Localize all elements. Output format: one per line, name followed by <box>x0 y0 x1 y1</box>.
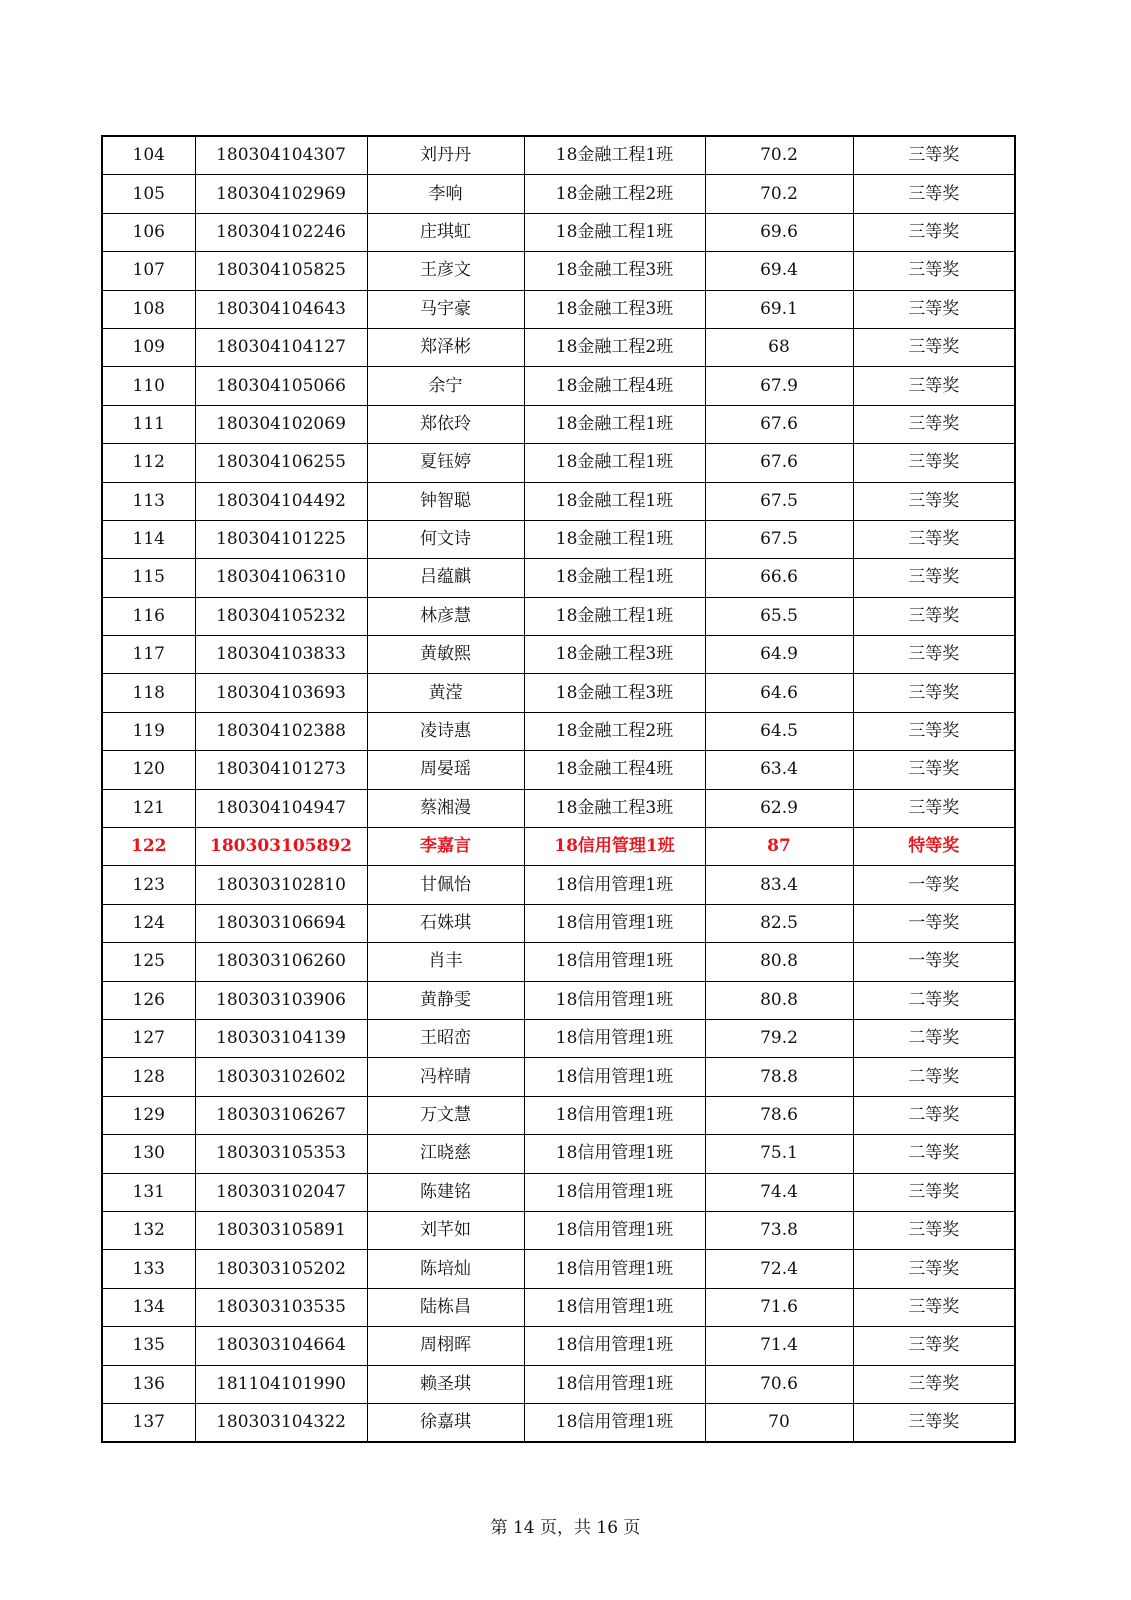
score-cell: 78.8 <box>705 1058 853 1096</box>
table-row-highlighted <box>102 828 1015 866</box>
student-name-cell: 黄敏熙 <box>367 636 524 674</box>
row-number-cell: 106 <box>102 213 195 251</box>
class-name-cell: 18金融工程4班 <box>524 367 705 405</box>
student-id-cell: 180303106694 <box>195 904 367 942</box>
class-name-cell: 18金融工程3班 <box>524 290 705 328</box>
class-name-cell: 18信用管理1班 <box>524 904 705 942</box>
student-id-cell: 180303104139 <box>195 1019 367 1057</box>
student-name-cell: 冯梓晴 <box>367 1058 524 1096</box>
score-cell: 64.9 <box>705 636 853 674</box>
student-id-cell: 180303102047 <box>195 1173 367 1211</box>
row-number-cell: 110 <box>102 367 195 405</box>
row-number-cell: 130 <box>102 1135 195 1173</box>
award-cell: 三等奖 <box>853 252 1015 290</box>
student-id-cell: 180304102246 <box>195 213 367 251</box>
student-id-cell: 180304104307 <box>195 136 367 175</box>
score-cell: 72.4 <box>705 1250 853 1288</box>
student-name-cell: 万文慧 <box>367 1096 524 1134</box>
score-cell: 70.2 <box>705 136 853 175</box>
table-row <box>102 136 1015 175</box>
score-cell: 79.2 <box>705 1019 853 1057</box>
award-cell: 三等奖 <box>853 136 1015 175</box>
table-row <box>102 290 1015 328</box>
class-name-cell: 18信用管理1班 <box>524 1211 705 1249</box>
student-id-cell: 180304104947 <box>195 789 367 827</box>
class-name-cell: 18金融工程1班 <box>524 559 705 597</box>
student-id-cell: 180303105353 <box>195 1135 367 1173</box>
class-name-cell: 18信用管理1班 <box>524 1365 705 1403</box>
class-name-cell: 18信用管理1班 <box>524 1058 705 1096</box>
student-name-cell: 马宇豪 <box>367 290 524 328</box>
class-name-cell: 18金融工程3班 <box>524 674 705 712</box>
student-name-cell: 徐嘉琪 <box>367 1403 524 1442</box>
score-cell: 67.6 <box>705 405 853 443</box>
student-id-cell: 180304104643 <box>195 290 367 328</box>
score-cell: 78.6 <box>705 1096 853 1134</box>
student-id-cell: 180303103535 <box>195 1288 367 1326</box>
student-name-cell: 钟智聪 <box>367 482 524 520</box>
table-row <box>102 1403 1015 1442</box>
table-row <box>102 482 1015 520</box>
class-name-cell: 18信用管理1班 <box>524 1288 705 1326</box>
table-row <box>102 1211 1015 1249</box>
student-name-cell: 甘佩怡 <box>367 866 524 904</box>
score-cell: 69.4 <box>705 252 853 290</box>
student-name-cell: 余宁 <box>367 367 524 405</box>
row-number-cell: 107 <box>102 252 195 290</box>
table-row <box>102 520 1015 558</box>
student-id-cell: 180303102602 <box>195 1058 367 1096</box>
row-number-cell: 134 <box>102 1288 195 1326</box>
score-cell: 67.5 <box>705 482 853 520</box>
student-id-cell: 180304103833 <box>195 636 367 674</box>
table-row <box>102 712 1015 750</box>
row-number-cell: 133 <box>102 1250 195 1288</box>
student-name-cell: 赖圣琪 <box>367 1365 524 1403</box>
award-cell: 三等奖 <box>853 789 1015 827</box>
class-name-cell: 18信用管理1班 <box>524 1019 705 1057</box>
table-row <box>102 213 1015 251</box>
row-number-cell: 128 <box>102 1058 195 1096</box>
award-cell: 三等奖 <box>853 213 1015 251</box>
row-number-cell: 108 <box>102 290 195 328</box>
score-cell: 70.2 <box>705 175 853 213</box>
table-row <box>102 1019 1015 1057</box>
class-name-cell: 18金融工程3班 <box>524 636 705 674</box>
student-id-cell: 180303103906 <box>195 981 367 1019</box>
student-name-cell: 凌诗惠 <box>367 712 524 750</box>
row-number-cell: 111 <box>102 405 195 443</box>
student-name-cell: 刘丹丹 <box>367 136 524 175</box>
row-number-cell: 137 <box>102 1403 195 1442</box>
row-number-cell: 129 <box>102 1096 195 1134</box>
award-table-container <box>101 135 1014 1443</box>
class-name-cell: 18金融工程2班 <box>524 328 705 366</box>
class-name-cell: 18金融工程1班 <box>524 597 705 635</box>
row-number-cell: 132 <box>102 1211 195 1249</box>
table-row <box>102 1327 1015 1365</box>
student-name-cell: 吕蕴麒 <box>367 559 524 597</box>
class-name-cell: 18信用管理1班 <box>524 981 705 1019</box>
score-cell: 70 <box>705 1403 853 1442</box>
award-cell: 三等奖 <box>853 520 1015 558</box>
score-cell: 68 <box>705 328 853 366</box>
score-cell: 80.8 <box>705 943 853 981</box>
table-row <box>102 597 1015 635</box>
page-footer: 第 14 页，共 16 页 <box>490 1518 641 1538</box>
award-cell: 二等奖 <box>853 1096 1015 1134</box>
student-id-cell: 180303104322 <box>195 1403 367 1442</box>
table-row <box>102 904 1015 942</box>
award-table <box>101 135 1016 1443</box>
student-id-cell: 180303106260 <box>195 943 367 981</box>
row-number-cell: 127 <box>102 1019 195 1057</box>
row-number-cell: 126 <box>102 981 195 1019</box>
table-row <box>102 866 1015 904</box>
class-name-cell: 18金融工程2班 <box>524 175 705 213</box>
row-number-cell: 116 <box>102 597 195 635</box>
table-row <box>102 751 1015 789</box>
row-number-cell: 120 <box>102 751 195 789</box>
award-cell: 一等奖 <box>853 866 1015 904</box>
award-cell: 三等奖 <box>853 328 1015 366</box>
row-number-cell: 121 <box>102 789 195 827</box>
student-id-cell: 180304101273 <box>195 751 367 789</box>
award-cell: 三等奖 <box>853 175 1015 213</box>
student-name-cell: 蔡湘漫 <box>367 789 524 827</box>
score-cell: 82.5 <box>705 904 853 942</box>
class-name-cell: 18金融工程1班 <box>524 444 705 482</box>
class-name-cell: 18金融工程4班 <box>524 751 705 789</box>
award-cell: 一等奖 <box>853 904 1015 942</box>
table-row <box>102 789 1015 827</box>
student-id-cell: 180304105825 <box>195 252 367 290</box>
class-name-cell: 18信用管理1班 <box>524 1173 705 1211</box>
row-number-cell: 119 <box>102 712 195 750</box>
row-number-cell: 109 <box>102 328 195 366</box>
table-row <box>102 1173 1015 1211</box>
student-name-cell: 王彦文 <box>367 252 524 290</box>
row-number-cell: 117 <box>102 636 195 674</box>
class-name-cell: 18信用管理1班 <box>524 866 705 904</box>
table-row <box>102 559 1015 597</box>
student-id-cell: 180304106310 <box>195 559 367 597</box>
student-id-cell: 180303104664 <box>195 1327 367 1365</box>
score-cell: 63.4 <box>705 751 853 789</box>
award-cell: 三等奖 <box>853 444 1015 482</box>
class-name-cell: 18信用管理1班 <box>524 1096 705 1134</box>
student-name-cell: 郑依玲 <box>367 405 524 443</box>
score-cell: 80.8 <box>705 981 853 1019</box>
award-cell: 三等奖 <box>853 405 1015 443</box>
student-name-cell: 肖丰 <box>367 943 524 981</box>
student-name-cell: 郑泽彬 <box>367 328 524 366</box>
score-cell: 70.6 <box>705 1365 853 1403</box>
student-id-cell: 180304102388 <box>195 712 367 750</box>
award-cell: 特等奖 <box>853 828 1015 866</box>
score-cell: 65.5 <box>705 597 853 635</box>
class-name-cell: 18信用管理1班 <box>524 828 705 866</box>
award-cell: 三等奖 <box>853 1211 1015 1249</box>
row-number-cell: 122 <box>102 828 195 866</box>
row-number-cell: 105 <box>102 175 195 213</box>
score-cell: 69.6 <box>705 213 853 251</box>
score-cell: 67.5 <box>705 520 853 558</box>
score-cell: 71.4 <box>705 1327 853 1365</box>
table-row <box>102 674 1015 712</box>
award-cell: 三等奖 <box>853 1288 1015 1326</box>
score-cell: 75.1 <box>705 1135 853 1173</box>
row-number-cell: 115 <box>102 559 195 597</box>
row-number-cell: 118 <box>102 674 195 712</box>
award-cell: 三等奖 <box>853 751 1015 789</box>
class-name-cell: 18信用管理1班 <box>524 1250 705 1288</box>
row-number-cell: 125 <box>102 943 195 981</box>
score-cell: 73.8 <box>705 1211 853 1249</box>
student-id-cell: 180304104492 <box>195 482 367 520</box>
class-name-cell: 18信用管理1班 <box>524 1135 705 1173</box>
class-name-cell: 18金融工程1班 <box>524 482 705 520</box>
row-number-cell: 124 <box>102 904 195 942</box>
award-cell: 三等奖 <box>853 482 1015 520</box>
table-row <box>102 405 1015 443</box>
student-name-cell: 刘芊如 <box>367 1211 524 1249</box>
student-name-cell: 王昭峦 <box>367 1019 524 1057</box>
award-cell: 二等奖 <box>853 1135 1015 1173</box>
student-name-cell: 黄滢 <box>367 674 524 712</box>
award-cell: 二等奖 <box>853 981 1015 1019</box>
row-number-cell: 112 <box>102 444 195 482</box>
student-name-cell: 陆栋昌 <box>367 1288 524 1326</box>
table-row <box>102 1288 1015 1326</box>
row-number-cell: 104 <box>102 136 195 175</box>
table-row <box>102 1365 1015 1403</box>
student-id-cell: 180304105066 <box>195 367 367 405</box>
award-table-body <box>102 136 1015 1442</box>
student-name-cell: 李嘉言 <box>367 828 524 866</box>
award-cell: 三等奖 <box>853 636 1015 674</box>
row-number-cell: 131 <box>102 1173 195 1211</box>
student-id-cell: 181104101990 <box>195 1365 367 1403</box>
table-row <box>102 444 1015 482</box>
award-cell: 二等奖 <box>853 1019 1015 1057</box>
student-id-cell: 180304103693 <box>195 674 367 712</box>
student-name-cell: 黄静雯 <box>367 981 524 1019</box>
award-cell: 三等奖 <box>853 674 1015 712</box>
score-cell: 62.9 <box>705 789 853 827</box>
score-cell: 83.4 <box>705 866 853 904</box>
score-cell: 74.4 <box>705 1173 853 1211</box>
student-id-cell: 180304102969 <box>195 175 367 213</box>
table-row <box>102 1096 1015 1134</box>
class-name-cell: 18金融工程1班 <box>524 213 705 251</box>
student-name-cell: 夏钰婷 <box>367 444 524 482</box>
table-row <box>102 943 1015 981</box>
class-name-cell: 18信用管理1班 <box>524 1327 705 1365</box>
table-row <box>102 175 1015 213</box>
award-cell: 三等奖 <box>853 712 1015 750</box>
table-row <box>102 636 1015 674</box>
student-name-cell: 陈培灿 <box>367 1250 524 1288</box>
score-cell: 64.5 <box>705 712 853 750</box>
student-id-cell: 180304104127 <box>195 328 367 366</box>
student-id-cell: 180303105892 <box>195 828 367 866</box>
table-row <box>102 252 1015 290</box>
table-row <box>102 1135 1015 1173</box>
student-name-cell: 陈建铭 <box>367 1173 524 1211</box>
table-row <box>102 1058 1015 1096</box>
table-row <box>102 328 1015 366</box>
student-name-cell: 林彦慧 <box>367 597 524 635</box>
row-number-cell: 136 <box>102 1365 195 1403</box>
score-cell: 67.6 <box>705 444 853 482</box>
student-name-cell: 周栩晖 <box>367 1327 524 1365</box>
student-id-cell: 180303102810 <box>195 866 367 904</box>
table-row <box>102 981 1015 1019</box>
student-id-cell: 180303105202 <box>195 1250 367 1288</box>
table-row <box>102 1250 1015 1288</box>
class-name-cell: 18金融工程1班 <box>524 136 705 175</box>
award-cell: 三等奖 <box>853 367 1015 405</box>
class-name-cell: 18金融工程3班 <box>524 789 705 827</box>
row-number-cell: 123 <box>102 866 195 904</box>
award-cell: 三等奖 <box>853 1173 1015 1211</box>
score-cell: 64.6 <box>705 674 853 712</box>
class-name-cell: 18金融工程2班 <box>524 712 705 750</box>
class-name-cell: 18金融工程3班 <box>524 252 705 290</box>
award-cell: 三等奖 <box>853 1365 1015 1403</box>
award-cell: 三等奖 <box>853 1403 1015 1442</box>
student-name-cell: 李响 <box>367 175 524 213</box>
student-id-cell: 180304101225 <box>195 520 367 558</box>
award-cell: 三等奖 <box>853 1327 1015 1365</box>
row-number-cell: 114 <box>102 520 195 558</box>
student-id-cell: 180304105232 <box>195 597 367 635</box>
class-name-cell: 18金融工程1班 <box>524 520 705 558</box>
score-cell: 66.6 <box>705 559 853 597</box>
table-row <box>102 367 1015 405</box>
award-cell: 二等奖 <box>853 1058 1015 1096</box>
student-id-cell: 180303105891 <box>195 1211 367 1249</box>
score-cell: 71.6 <box>705 1288 853 1326</box>
student-name-cell: 江晓慈 <box>367 1135 524 1173</box>
student-id-cell: 180304102069 <box>195 405 367 443</box>
award-cell: 三等奖 <box>853 290 1015 328</box>
score-cell: 69.1 <box>705 290 853 328</box>
award-cell: 一等奖 <box>853 943 1015 981</box>
class-name-cell: 18金融工程1班 <box>524 405 705 443</box>
student-id-cell: 180303106267 <box>195 1096 367 1134</box>
row-number-cell: 113 <box>102 482 195 520</box>
award-cell: 三等奖 <box>853 1250 1015 1288</box>
score-cell: 67.9 <box>705 367 853 405</box>
class-name-cell: 18信用管理1班 <box>524 1403 705 1442</box>
student-name-cell: 周晏瑶 <box>367 751 524 789</box>
student-id-cell: 180304106255 <box>195 444 367 482</box>
award-cell: 三等奖 <box>853 559 1015 597</box>
student-name-cell: 庄琪虹 <box>367 213 524 251</box>
award-cell: 三等奖 <box>853 597 1015 635</box>
student-name-cell: 石姝琪 <box>367 904 524 942</box>
student-name-cell: 何文诗 <box>367 520 524 558</box>
class-name-cell: 18信用管理1班 <box>524 943 705 981</box>
row-number-cell: 135 <box>102 1327 195 1365</box>
score-cell: 87 <box>705 828 853 866</box>
